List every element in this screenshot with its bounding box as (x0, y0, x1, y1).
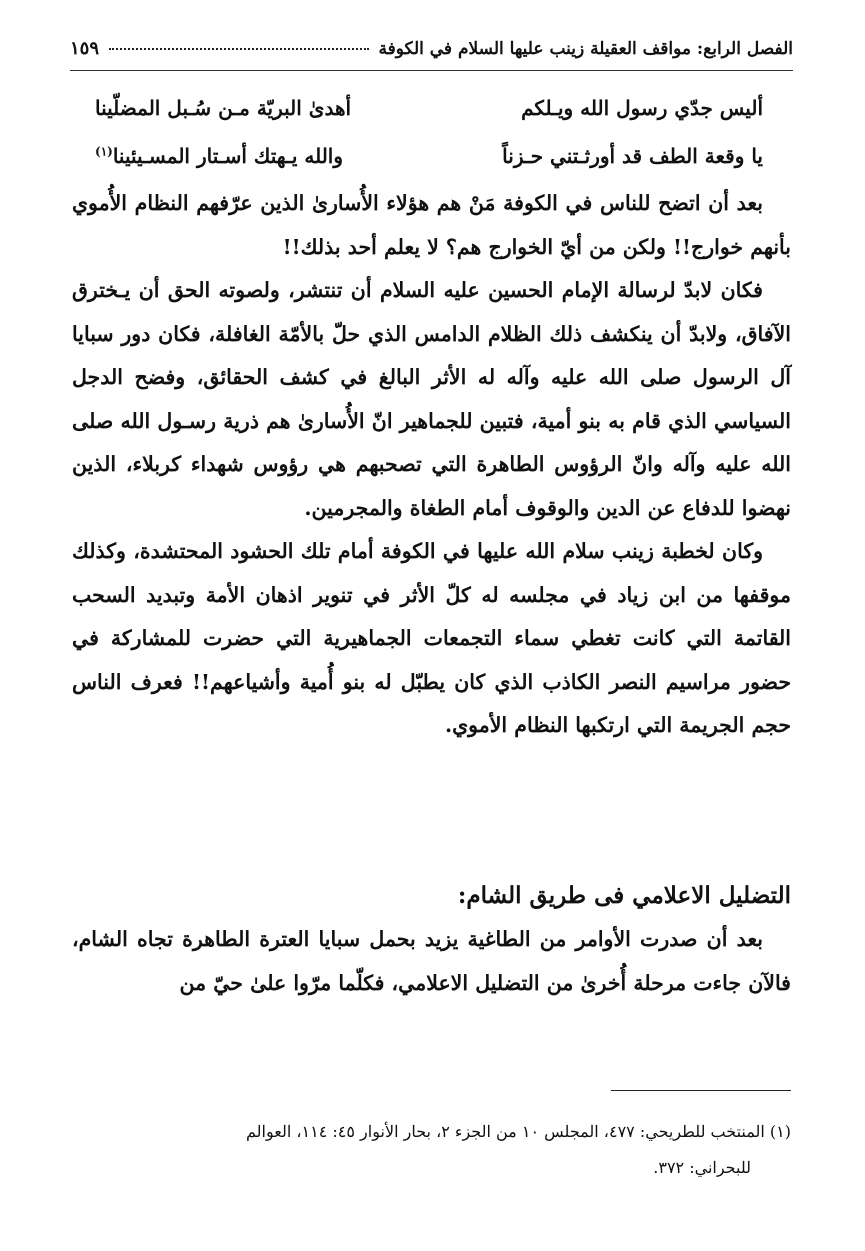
verse-first-hemistich: يا وقعة الطف قد أورثـتني حـزناً (502, 144, 763, 168)
footnote-line: للبحراني: ٣٧٢. (653, 1158, 751, 1177)
paragraph: بعد أن صدرت الأوامر من الطاغية يزيد بحمل سبايا العترة الطاهرة تجاه الشام، فالآن جاءت مرحلة أُخرىٰ من التضليل الاعلامي، فكلّما مرّوا علىٰ حيّ من (72, 927, 791, 995)
footnote-line: (١) المنتخب للطريحي: ٤٧٧، المجلس ١٠ من الجزء ٢، بحار الأنوار ٤٥: ١١٤، العوالم (245, 1122, 791, 1141)
poem-verse (95, 132, 763, 180)
section-heading: التضليل الاعلامي فى طريق الشام: (457, 882, 791, 909)
body-text (72, 182, 791, 748)
poem-verses (95, 84, 763, 180)
section-body (72, 918, 791, 1005)
footnote-marker: (١) (95, 144, 113, 159)
paragraph: وكان لخطبة زينب سلام الله عليها في الكوفة أمام تلك الحشود المحتشدة، وكذلك موقفها من ابن زياد في مجلسه له كلّ الأثر في تنوير اذهان الأمة وتبديد السحب القاتمة التي كانت تغطي سماء التجمعات الجماهيرية التي حضرت للمشاركة في حضور مراسيم النصر الكاذب الذي كان يطبّل له بنو أُمية وأشياعهم!! فعرف الناس حجم الجريمة التي ارتكبها النظام الأموي. (72, 539, 791, 737)
header-rule (70, 70, 793, 71)
running-header (70, 38, 793, 66)
footnote (72, 1114, 791, 1186)
footnote-rule (611, 1090, 791, 1091)
header-dot-leader (109, 48, 369, 50)
page-number: ١٥٩ (70, 38, 100, 59)
verse-second-text: والله يـهتك أسـتار المسـيئينا (112, 144, 344, 168)
paragraph: فكان لابدّ لرسالة الإمام الحسين عليه السلام أن تنتشر، ولصوته الحق أن يـخترق الآفاق، ولابدّ أن ينكشف ذلك الظلام الدامس الذي حلّ بالأمّة الغافلة، فكان دور سبايا آل الرسول صلى الله عليه وآله له الأثر البالغ في كشف الحقائق، وفضح الدجل السياسي الذي قام به بنو أمية، فتبين للجماهير انّ الأُسارىٰ هم ذرية رسـول الله صلى الله عليه وآله وانّ الرؤوس الطاهرة التي تصحبهم هي رؤوس شهداء كربلاء، الذين نهضوا للدفاع عن الدين والوقوف أمام الطغاة والمجرمين. (72, 278, 791, 520)
chapter-title: الفصل الرابع: مواقف العقيلة زينب عليها السلام في الكوفة (378, 39, 793, 59)
verse-first-hemistich: أليس جدّي رسول الله ويـلكم (521, 96, 763, 120)
verse-second-hemistich (95, 144, 416, 168)
verse-second-hemistich: أهدىٰ البريّة مـن سُـبل المضلّينا (95, 96, 352, 120)
poem-verse (95, 84, 763, 132)
paragraph: بعد أن اتضح للناس في الكوفة مَنْ هم هؤلاء الأُسارىٰ الذين عرّفهم النظام الأُموي بأنهم خوارج!! ولكن من أيّ الخوارج هم؟ لا يعلم أحد بذلك!! (72, 191, 791, 259)
